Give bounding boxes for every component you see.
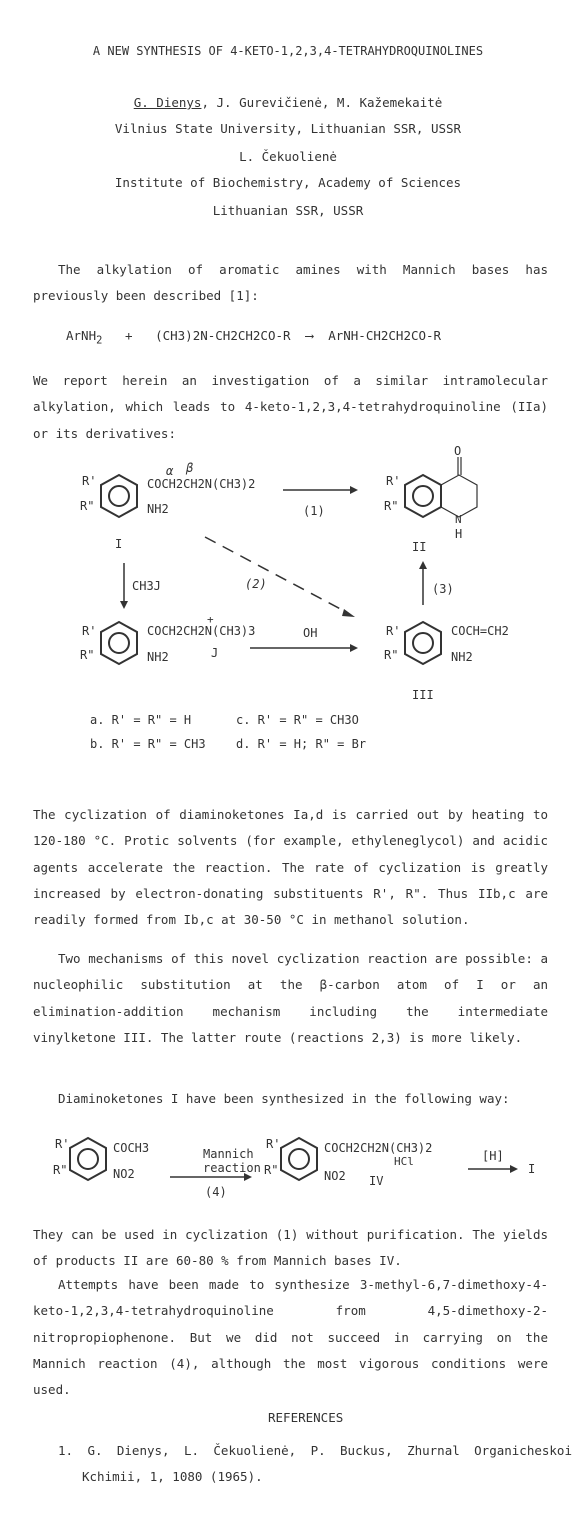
III-label: III bbox=[412, 688, 434, 702]
affiliation-2: Institute of Biochemistry, Academy of Sciences bbox=[114, 175, 462, 190]
references-heading: REFERENCES bbox=[268, 1410, 344, 1425]
reference-1: 1. G. Dienys, L. Čekuolienė, P. Buckus, Zhurnal Organicheskoi Kchimii, 1, 1080 (1965). bbox=[58, 1443, 572, 1485]
salt-R2: R" bbox=[80, 648, 95, 662]
quaternary-salt bbox=[80, 613, 255, 664]
substituent-c: c. R' = R" = CH3O bbox=[236, 713, 359, 727]
alpha-label: α bbox=[166, 464, 174, 478]
I-label: I bbox=[115, 537, 123, 551]
affiliation-2-country: Lithuanian SSR, USSR bbox=[212, 203, 364, 218]
III-R1: R' bbox=[386, 624, 401, 638]
IV-R2: R" bbox=[264, 1163, 279, 1177]
start-R1: R' bbox=[55, 1137, 70, 1151]
reaction-scheme-1 bbox=[0, 445, 576, 755]
compound-II bbox=[384, 445, 477, 554]
salt-charge: + bbox=[207, 613, 214, 626]
salt-amine: NH2 bbox=[147, 650, 169, 664]
paper-title: A NEW SYNTHESIS OF 4-KETO-1,2,3,4-TETRAHYDROQUINOLINES bbox=[92, 44, 484, 58]
substituent-d: d. R' = H; R" = Br bbox=[236, 737, 367, 751]
II-nitrogen: N bbox=[455, 513, 462, 526]
affiliation-1: Vilnius State University, Lithuanian SSR, USSR bbox=[114, 121, 462, 136]
product-I-label: I bbox=[528, 1162, 536, 1176]
I-R1: R' bbox=[82, 474, 97, 488]
reduction-label: [H] bbox=[482, 1149, 504, 1163]
II-hydrogen: H bbox=[455, 527, 463, 541]
author-2: L. Čekuolienė bbox=[239, 149, 337, 164]
authors-line-1 bbox=[0, 95, 576, 110]
arrow-reduction bbox=[468, 1149, 518, 1173]
III-vinyl-ketone: COCH=CH2 bbox=[451, 624, 509, 638]
report-paragraph: We report herein an investigation of a similar intramolecular alkylation, which leads to 4-keto-1,2,3,4-tetrahydroquinoline (IIa) or its derivatives: bbox=[33, 373, 548, 441]
intro-paragraph: The alkylation of aromatic amines with Mannich bases has previously been described [1]: bbox=[33, 262, 548, 304]
mannich-label-2: reaction bbox=[203, 1161, 261, 1175]
IV-side-chain: COCH2CH2N(CH3)2 bbox=[324, 1141, 433, 1155]
eq1-arrow: ⟶ bbox=[305, 328, 314, 343]
cyclization-paragraph: The cyclization of diaminoketones Ia,d is carried out by heating to 120-180 °C. Protic solvents (for example, ethyleneglycol) and acidic agents accelerate the reaction. The rate of cyclization is greatly increased by electron-donating substituents R', R". Thus IIb,c are readily formed from Ib,c at 30-50 °C in methanol solution. bbox=[33, 807, 548, 928]
co-authors: , J. Gurevičienė, M. Kažemekaitė bbox=[201, 95, 443, 110]
III-R2: R" bbox=[384, 648, 399, 662]
salt-side-chain: COCH2CH2N(CH3)3 bbox=[147, 624, 256, 638]
I-amine: NH2 bbox=[147, 502, 169, 516]
reagent-methyl-iodide: CH3J bbox=[132, 579, 161, 593]
reagent-hydroxide: OH bbox=[303, 626, 318, 640]
start-nitro: NO2 bbox=[113, 1167, 135, 1181]
II-label: II bbox=[412, 540, 427, 554]
synthesis-intro: Diaminoketones I have been synthesized in the following way: bbox=[58, 1091, 510, 1106]
II-oxygen: O bbox=[454, 445, 462, 458]
salt-R1: R' bbox=[82, 624, 97, 638]
II-R2: R" bbox=[384, 499, 399, 513]
arrow-mannich bbox=[170, 1147, 261, 1199]
substituent-b: b. R' = R" = CH3 bbox=[90, 737, 206, 751]
compound-I bbox=[80, 461, 255, 551]
IV-R1: R' bbox=[266, 1137, 281, 1151]
eq1-lhs-amine: ArNH bbox=[66, 328, 97, 343]
step-2-label: (2) bbox=[245, 577, 267, 591]
attempt-paragraph: Attempts have been made to synthesize 3-methyl-6,7-dimethoxy-4-keto-1,2,3,4-tetrahydroquinoline from 4,5-dimethoxy-2-nitropropiophenone. But we did not succeed in carrying on the Mannich reaction (4), although the most vigorous conditions were used. bbox=[33, 1277, 548, 1398]
IV-hydrochloride: HCl bbox=[394, 1155, 414, 1168]
step-4-label: (4) bbox=[205, 1185, 227, 1199]
step-1-label: (1) bbox=[303, 504, 325, 518]
IV-label: IV bbox=[369, 1174, 384, 1188]
substituent-a: a. R' = R" = H bbox=[90, 713, 192, 727]
compound-III bbox=[384, 622, 509, 702]
start-acetyl: COCH3 bbox=[113, 1141, 150, 1155]
eq1-plus: + bbox=[124, 328, 133, 343]
step-3-label: (3) bbox=[432, 582, 454, 596]
arrow-methylation bbox=[120, 563, 161, 609]
II-R1: R' bbox=[386, 474, 401, 488]
IV-nitro: NO2 bbox=[324, 1169, 346, 1183]
III-amine: NH2 bbox=[451, 650, 473, 664]
eq1-product: ArNH-CH2CH2CO-R bbox=[328, 328, 442, 343]
arrow-1 bbox=[283, 486, 358, 518]
compound-IV bbox=[264, 1137, 432, 1188]
I-R2: R" bbox=[80, 499, 95, 513]
purification-paragraph: They can be used in cyclization (1) without purification. The yields of products II are 60-80 % from Mannich bases IV. bbox=[33, 1227, 548, 1269]
arrow-2-dashed bbox=[205, 537, 355, 617]
start-R2: R" bbox=[53, 1163, 68, 1177]
eq1-mannich-base: (CH3)2N-CH2CH2CO-R bbox=[155, 328, 291, 343]
mannich-label-1: Mannich bbox=[203, 1147, 254, 1161]
corresponding-author: G. Dienys bbox=[133, 95, 202, 110]
beta-label: β bbox=[186, 461, 194, 475]
eq1-lhs-sub: 2 bbox=[96, 334, 103, 347]
arrow-elimination bbox=[250, 626, 358, 652]
arrow-3 bbox=[419, 561, 454, 605]
reaction-scheme-2 bbox=[0, 1128, 576, 1208]
equation-1 bbox=[66, 328, 441, 347]
nitroacetophenone bbox=[53, 1137, 149, 1181]
mechanism-paragraph: Two mechanisms of this novel cyclization reaction are possible: a nucleophilic substitution at the β-carbon atom of I or an elimination-addition mechanism including the intermediate vinylketone III. The latter route (reactions 2,3) is more likely. bbox=[33, 951, 548, 1045]
I-side-chain: COCH2CH2N(CH3)2 bbox=[147, 477, 256, 491]
salt-counterion: J bbox=[211, 646, 219, 660]
